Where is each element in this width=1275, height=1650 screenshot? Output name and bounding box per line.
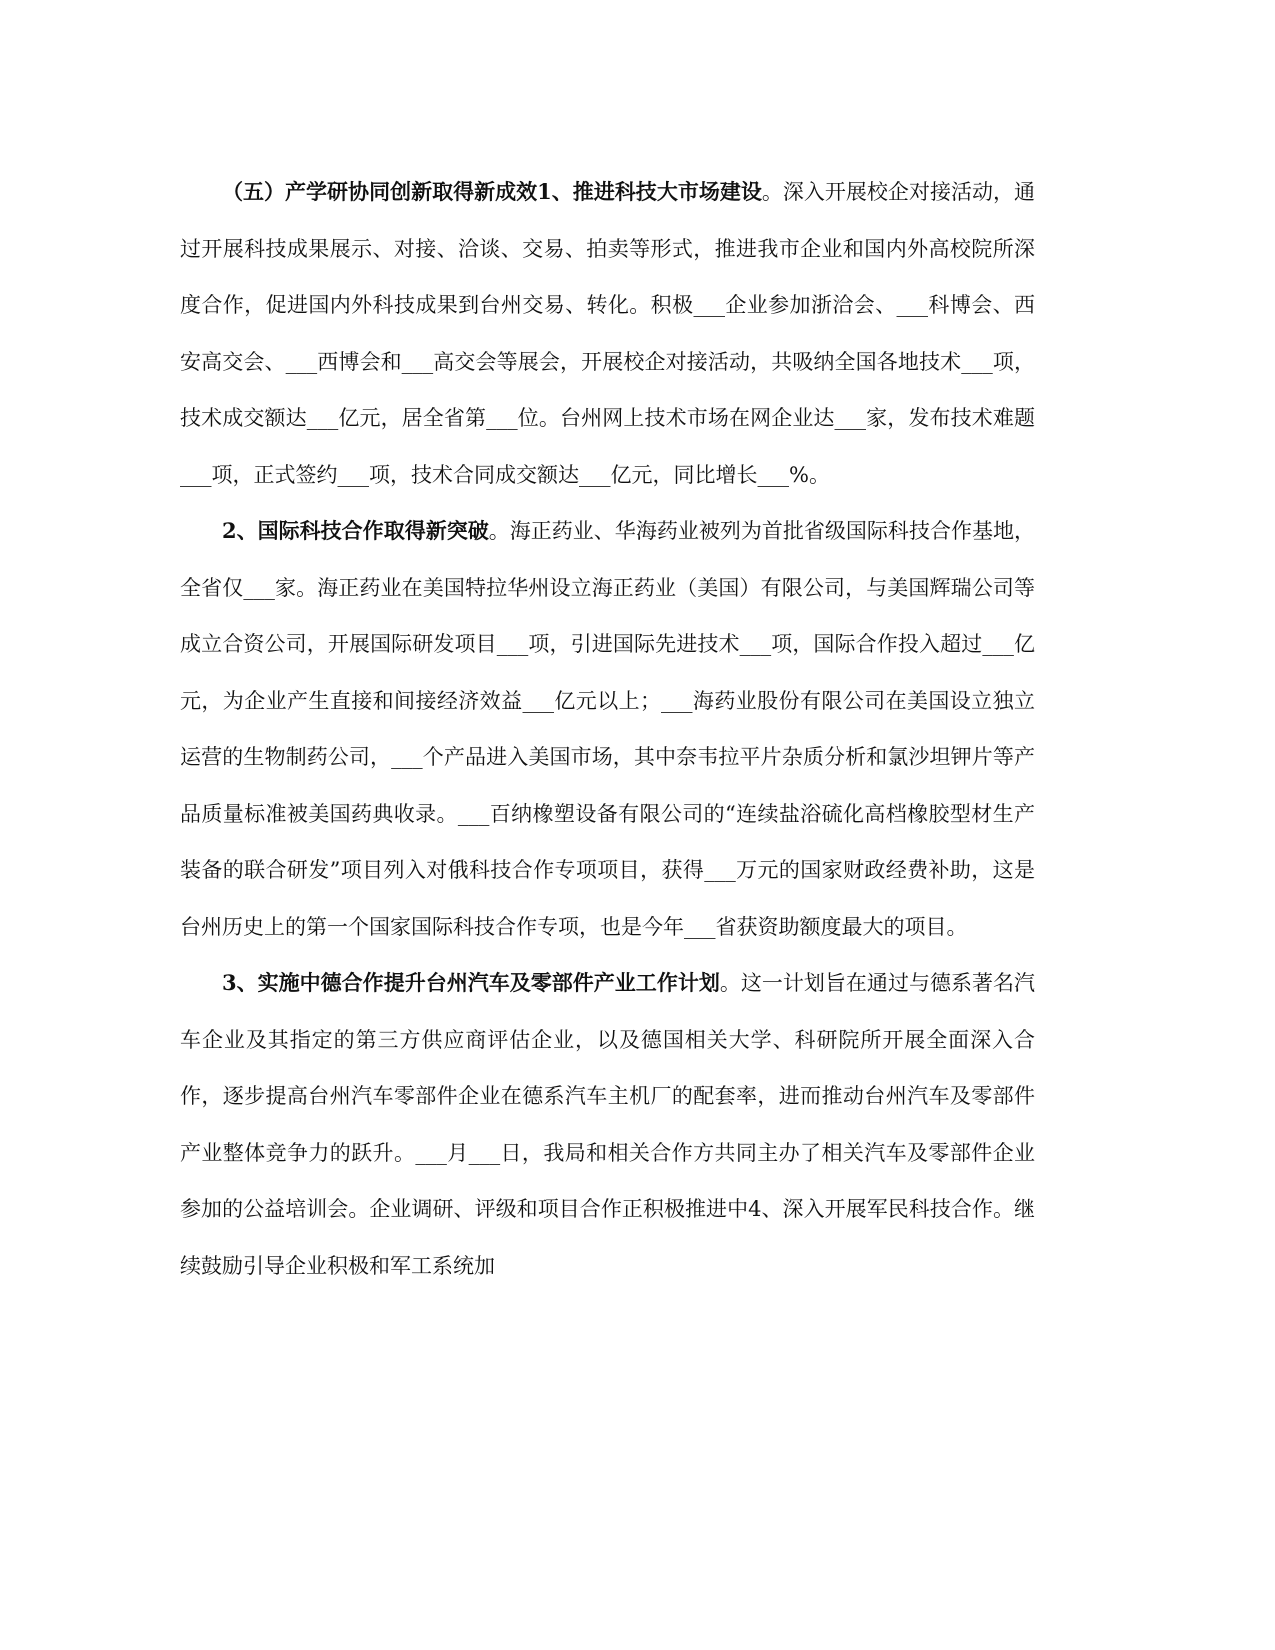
paragraph-2 [180, 503, 1035, 955]
paragraph-2-body: 。海正药业、华海药业被列为首批省级国际科技合作基地，全省仅___家。海正药业在美国特拉华州设立海正药业（美国）有限公司，与美国辉瑞公司等成立合资公司，开展国际研发项目___项，引进国际先进技术___项，国际合作投入超过___亿元，为企业产生直接和间接经济效益___亿元以上；___海药业股份有限公司在美国设立独立运营的生物制药公司，___个产品进入美国市场，其中奈韦拉平片杂质分析和氯沙坦钾片等产品质量标准被美国药典收录。___百纳橡塑设备有限公司的“连续盐浴硫化高档橡胶型材生产装备的联合研发”项目列入对俄科技合作专项项目，获得___万元的国家财政经费补助，这是台州历史上的第一个国家国际科技合作专项，也是今年___省获资助额度最大的项目。 [180, 519, 1035, 939]
paragraph-1 [180, 164, 1035, 503]
document-page [180, 164, 1035, 1294]
paragraph-3-heading: 3、实施中德合作提升台州汽车及零部件产业工作计划 [222, 970, 720, 995]
paragraph-2-heading: 2、国际科技合作取得新突破 [222, 518, 489, 543]
paragraph-1-body: 。深入开展校企对接活动，通过开展科技成果展示、对接、洽谈、交易、拍卖等形式，推进我市企业和国内外高校院所深度合作，促进国内外科技成果到台州交易、转化。积极___企业参加浙洽会、___科博会、西安高交会、___西博会和___高交会等展会，开展校企对接活动，共吸纳全国各地技术___项，技术成交额达___亿元，居全省第___位。台州网上技术市场在网企业达___家，发布技术难题___项，正式签约___项，技术合同成交额达___亿元，同比增长___%。 [180, 180, 1035, 487]
paragraph-1-heading: （五）产学研协同创新取得新成效1、推进科技大市场建设 [222, 179, 762, 204]
paragraph-3 [180, 955, 1035, 1294]
paragraph-3-body: 。这一计划旨在通过与德系著名汽车企业及其指定的第三方供应商评估企业，以及德国相关大学、科研院所开展全面深入合作，逐步提高台州汽车零部件企业在德系汽车主机厂的配套率，进而推动台州汽车及零部件产业整体竞争力的跃升。___月___日，我局和相关合作方共同主办了相关汽车及零部件企业参加的公益培训会。企业调研、评级和项目合作正积极推进中4、深入开展军民科技合作。继续鼓励引导企业积极和军工系统加 [180, 971, 1035, 1278]
